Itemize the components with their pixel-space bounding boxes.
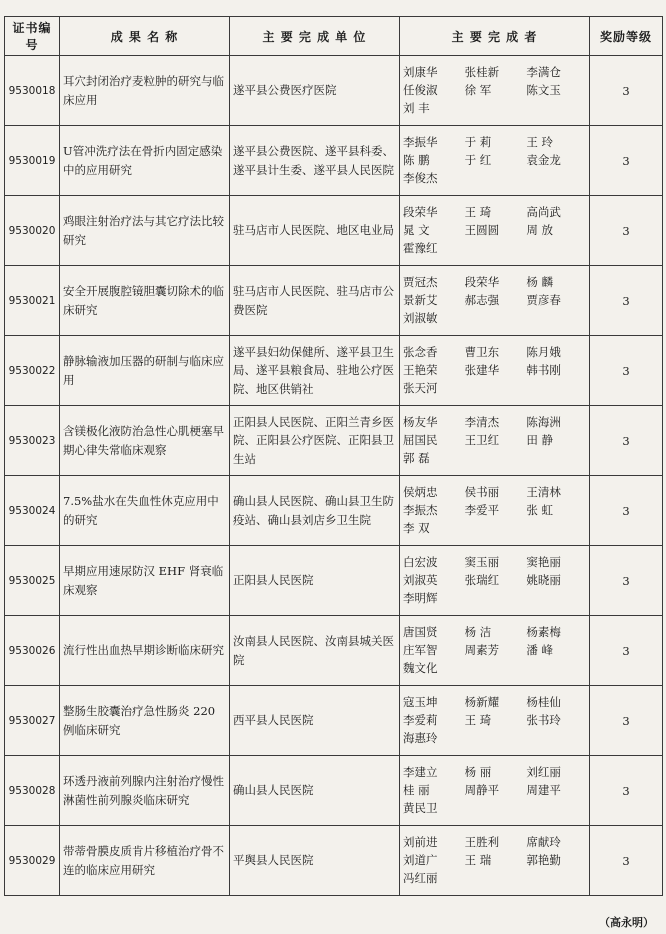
person-name: 窦玉丽 [464,555,500,570]
people-list [403,134,586,186]
person-name: 窦艳丽 [526,555,561,570]
person-name: 李俊杰 [403,170,438,185]
people-list [403,64,586,116]
people-list [403,274,586,326]
level-cell: 3 [590,616,663,686]
person-name: 景新艾 [403,293,438,308]
cert-no-cell: 9530020 [5,196,60,266]
person-name: 高尚武 [526,205,561,220]
person-name: 白宏波 [403,555,438,570]
title-cell: 环透丹液前列腺内注射治疗慢性淋菌性前列腺炎临床研究 [60,756,230,826]
table-row [5,266,663,336]
person-name: 张瑞红 [464,573,500,588]
people-cell [400,476,590,546]
person-name: 韩书刚 [526,363,561,378]
person-name: 王胜利 [464,835,500,850]
level-cell: 3 [590,406,663,476]
person-name: 潘 峰 [526,643,553,658]
people-cell [400,56,590,126]
person-name: 张天河 [403,380,438,395]
table-header-row [5,17,663,56]
person-name: 唐国贤 [403,625,438,640]
unit-cell: 遂平县公费医疗医院 [230,56,400,126]
person-name: 席献玲 [526,835,561,850]
person-name: 魏文化 [403,660,438,675]
title-cell: 整肠生胶囊治疗急性肠炎 220 例临床研究 [60,686,230,756]
person-name: 段荣华 [464,275,500,290]
person-name: 陈海洲 [526,415,561,430]
header-people: 主 要 完 成 者 [400,17,590,56]
person-name: 王 玲 [526,135,553,150]
table-row [5,196,663,266]
person-name: 刘淑英 [403,573,438,588]
person-name: 李清杰 [464,415,500,430]
person-name: 刘 丰 [403,100,430,115]
level-cell: 3 [590,196,663,266]
person-name: 陈文玉 [526,83,561,98]
level-cell: 3 [590,476,663,546]
people-list [403,204,586,256]
people-list [403,694,586,746]
unit-cell: 西平县人民医院 [230,686,400,756]
unit-cell: 正阳县人民医院、正阳兰青乡医院、正阳县公疗医院、正阳县卫生站 [230,406,400,476]
level-cell: 3 [590,756,663,826]
unit-cell: 遂平县妇幼保健所、遂平县卫生局、遂平县粮食局、驻地公疗医院、地区供销社 [230,336,400,406]
person-name: 寇玉坤 [403,695,438,710]
unit-cell: 驻马店市人民医院、地区电业局 [230,196,400,266]
person-name: 屈国民 [403,433,438,448]
person-name: 桂 丽 [403,783,430,798]
unit-cell: 驻马店市人民医院、驻马店市公费医院 [230,266,400,336]
person-name: 郭 磊 [403,450,430,465]
person-name: 贾彦春 [526,293,561,308]
cert-no-cell: 9530024 [5,476,60,546]
title-cell: 带蒂骨膜皮质肯片移植治疗骨不连的临床应用研究 [60,826,230,896]
person-name: 张 虹 [526,503,553,518]
people-cell [400,546,590,616]
level-cell: 3 [590,126,663,196]
cert-no-cell: 9530023 [5,406,60,476]
table-row [5,56,663,126]
title-cell: 耳穴封闭治疗麦粒肿的研究与临床应用 [60,56,230,126]
cert-no-cell: 9530019 [5,126,60,196]
people-cell [400,266,590,336]
table-row [5,476,663,546]
people-list [403,414,586,466]
person-name: 杨 丽 [464,765,492,780]
person-name: 田 静 [526,433,553,448]
awards-table [4,16,663,896]
table-row [5,546,663,616]
person-name: 李振杰 [403,503,438,518]
people-cell [400,826,590,896]
people-list [403,834,586,886]
person-name: 杨 麟 [526,275,553,290]
unit-cell: 平舆县人民医院 [230,826,400,896]
person-name: 侯书丽 [464,485,500,500]
person-name: 陈 鹏 [403,153,430,168]
person-name: 姚晓丽 [526,573,561,588]
person-name: 徐 军 [464,83,492,98]
person-name: 于 莉 [464,135,492,150]
title-cell: U管冲洗疗法在骨折内固定感染中的应用研究 [60,126,230,196]
continued-note: （高永明） [599,916,654,929]
person-name: 杨友华 [403,415,438,430]
person-name: 张桂新 [464,65,500,80]
person-name: 庄军智 [403,643,438,658]
people-cell [400,336,590,406]
people-list [403,484,586,536]
person-name: 李明辉 [403,590,438,605]
people-cell [400,756,590,826]
level-cell: 3 [590,336,663,406]
title-cell: 鸡眼注射治疗法与其它疗法比较研究 [60,196,230,266]
person-name: 刘前进 [403,835,438,850]
cert-no-cell: 9530021 [5,266,60,336]
person-name: 杨 洁 [464,625,492,640]
person-name: 段荣华 [403,205,438,220]
person-name: 王卫红 [464,433,500,448]
person-name: 郝志强 [464,293,500,308]
header-cert-no: 证书编号 [5,17,60,56]
person-name: 张建华 [464,363,500,378]
person-name: 杨新耀 [464,695,500,710]
level-cell: 3 [590,826,663,896]
unit-cell: 正阳县人民医院 [230,546,400,616]
header-unit: 主 要 完 成 单 位 [230,17,400,56]
cert-no-cell: 9530028 [5,756,60,826]
person-name: 贾冠杰 [403,275,438,290]
person-name: 李爱平 [464,503,500,518]
table-row [5,686,663,756]
table-row [5,126,663,196]
level-cell: 3 [590,546,663,616]
people-list [403,624,586,676]
unit-cell: 汝南县人民医院、汝南县城关医院 [230,616,400,686]
person-name: 曹卫东 [464,345,500,360]
level-cell: 3 [590,266,663,336]
person-name: 李爱莉 [403,713,438,728]
table-row [5,406,663,476]
person-name: 李满仓 [526,65,561,80]
person-name: 李建立 [403,765,438,780]
cert-no-cell: 9530027 [5,686,60,756]
person-name: 冯红丽 [403,870,438,885]
person-name: 周静平 [464,783,500,798]
people-cell [400,406,590,476]
person-name: 王 琦 [464,713,492,728]
person-name: 侯炳忠 [403,485,438,500]
person-name: 张书玲 [526,713,561,728]
title-cell: 静脉输液加压器的研制与临床应用 [60,336,230,406]
title-cell: 早期应用速尿防汉 EHF 肾衰临床观察 [60,546,230,616]
person-name: 刘淑敏 [403,310,438,325]
title-cell: 安全开展腹腔镜胆囊切除术的临床研究 [60,266,230,336]
person-name: 王圆圆 [464,223,500,238]
table-row [5,336,663,406]
people-list [403,344,586,396]
person-name: 周 放 [526,223,553,238]
people-cell [400,616,590,686]
title-cell: 流行性出血热早期诊断临床研究 [60,616,230,686]
title-cell: 7.5%盐水在失血性休克应用中的研究 [60,476,230,546]
person-name: 刘红丽 [526,765,561,780]
person-name: 刘康华 [403,65,438,80]
person-name: 袁金龙 [526,153,561,168]
person-name: 王 瑞 [464,853,492,868]
person-name: 黄民卫 [403,800,438,815]
person-name: 周素芳 [464,643,500,658]
cert-no-cell: 9530026 [5,616,60,686]
unit-cell: 遂平县公费医院、遂平县科委、遂平县计生委、遂平县人民医院 [230,126,400,196]
level-cell: 3 [590,56,663,126]
person-name: 王 琦 [464,205,492,220]
person-name: 李振华 [403,135,438,150]
people-list [403,554,586,606]
cert-no-cell: 9530025 [5,546,60,616]
cert-no-cell: 9530018 [5,56,60,126]
person-name: 杨素梅 [526,625,561,640]
person-name: 海惠玲 [403,730,438,745]
person-name: 李 双 [403,520,430,535]
people-cell [400,686,590,756]
header-title: 成 果 名 称 [60,17,230,56]
person-name: 刘道广 [403,853,438,868]
header-level: 奖励等级 [590,17,663,56]
person-name: 王清林 [526,485,561,500]
unit-cell: 确山县人民医院 [230,756,400,826]
cert-no-cell: 9530022 [5,336,60,406]
title-cell: 含镁极化液防治急性心肌梗塞早期心律失常临床观察 [60,406,230,476]
people-cell [400,126,590,196]
person-name: 杨桂仙 [526,695,561,710]
unit-cell: 确山县人民医院、确山县卫生防疫站、确山县刘店乡卫生院 [230,476,400,546]
people-list [403,764,586,816]
person-name: 晁 文 [403,223,430,238]
person-name: 陈月娥 [526,345,561,360]
person-name: 周建平 [526,783,561,798]
person-name: 王艳荣 [403,363,438,378]
table-row [5,756,663,826]
table-body [5,56,663,896]
people-cell [400,196,590,266]
level-cell: 3 [590,686,663,756]
person-name: 郭艳勤 [526,853,561,868]
cert-no-cell: 9530029 [5,826,60,896]
person-name: 任俊淑 [403,83,438,98]
table-row [5,826,663,896]
person-name: 于 红 [464,153,492,168]
table-row [5,616,663,686]
person-name: 张念香 [403,345,438,360]
person-name: 霍豫红 [403,240,438,255]
